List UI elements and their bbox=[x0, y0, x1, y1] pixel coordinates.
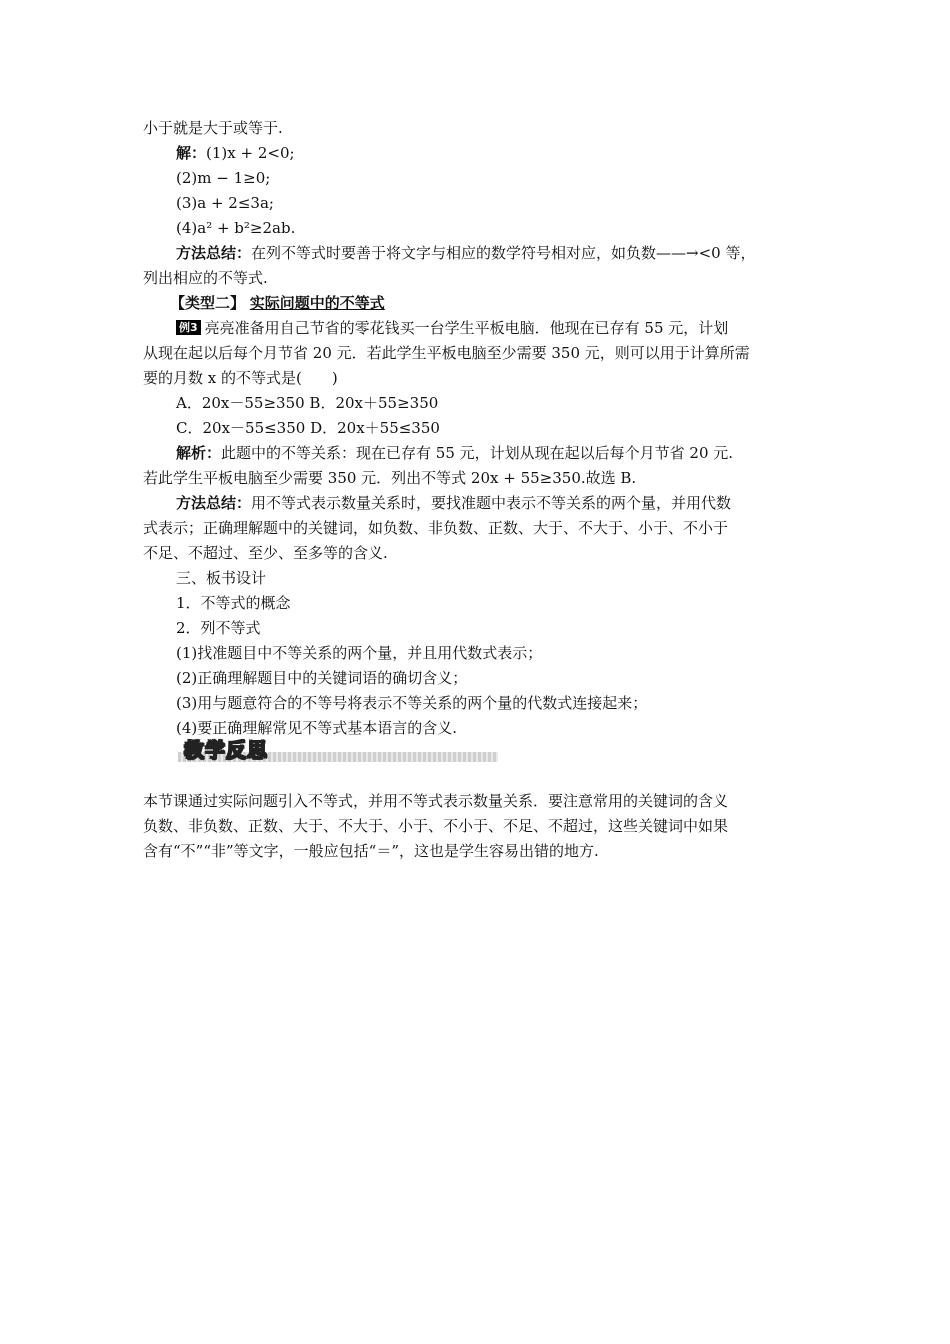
solution-line-4: (4)a² + b²≥2ab. bbox=[176, 219, 296, 237]
reflection-line: 含有“不”“非”等文字，一般应包括“＝”，这也是学生容易出错的地方. bbox=[143, 842, 599, 860]
text-line: 要的月数 x 的不等式是( ) bbox=[143, 369, 338, 387]
teaching-reflection-banner bbox=[178, 734, 498, 764]
type-title: 实际问题中的不等式 bbox=[249, 294, 385, 312]
board-sub-item-1: (1)找准题目中不等关系的两个量，并且用代数式表示； bbox=[176, 644, 543, 662]
analysis-label: 解析： bbox=[176, 444, 222, 462]
text-line: 若此学生平板电脑至少需要 350 元．列出不等式 20x + 55≥350.故选 B. bbox=[143, 469, 637, 487]
banner-title: 教学反思 bbox=[184, 738, 268, 762]
text-span: 在列不等式时要善于将文字与相应的数学符号相对应，如负数——→<0 等， bbox=[251, 244, 756, 262]
board-sub-item-4: (4)要正确理解常见不等式基本语言的含义. bbox=[176, 719, 458, 737]
example-badge: 例3 bbox=[176, 320, 201, 335]
text-line: 从现在起以后每个月节省 20 元．若此学生平板电脑至少需要 350 元，则可以用于计算所需 bbox=[143, 344, 750, 362]
text-line: 不足、不超过、至少、至多等的含义. bbox=[143, 544, 388, 562]
method-summary-line bbox=[176, 241, 755, 265]
board-design-heading: 三、板书设计 bbox=[176, 569, 267, 587]
method-summary-line-2 bbox=[176, 491, 731, 515]
solution-line-1 bbox=[176, 141, 295, 165]
board-item-1: 1．不等式的概念 bbox=[176, 594, 291, 612]
board-sub-item-2: (2)正确理解题目中的关键词语的确切含义； bbox=[176, 669, 468, 687]
text-span: 亮亮准备用自己节省的零花钱买一台学生平板电脑．他现在已存有 55 元，计划 bbox=[204, 319, 729, 337]
text-line: 列出相应的不等式. bbox=[143, 269, 268, 287]
solution-line-3: (3)a + 2≤3a; bbox=[176, 194, 274, 212]
example-line bbox=[176, 316, 728, 340]
reflection-line: 负数、非负数、正数、大于、不大于、小于、不小于、不足、不超过，这些关键词中如果 bbox=[143, 817, 729, 835]
solution-label: 解： bbox=[176, 144, 207, 162]
text-span: (1)x + 2<0; bbox=[206, 144, 295, 162]
option-line-ab: A．20x－55≥350 B．20x＋55≥350 bbox=[176, 394, 439, 412]
section-type2-heading bbox=[170, 291, 385, 315]
type-label: 【类型二】 bbox=[170, 294, 246, 312]
text-span: 用不等式表示数量关系时，要找准题中表示不等关系的两个量，并用代数 bbox=[251, 494, 732, 512]
method-label: 方法总结： bbox=[176, 244, 252, 262]
board-sub-item-3: (3)用与题意符合的不等号将表示不等关系的两个量的代数式连接起来； bbox=[176, 694, 648, 712]
solution-line-2: (2)m − 1≥0; bbox=[176, 169, 271, 187]
reflection-line: 本节课通过实际问题引入不等式，并用不等式表示数量关系．要注意常用的关键词的含义 bbox=[143, 792, 729, 810]
board-item-2: 2．列不等式 bbox=[176, 619, 261, 637]
method-label: 方法总结： bbox=[176, 494, 252, 512]
text-span: 此题中的不等关系：现在已存有 55 元，计划从现在起以后每个月节省 20 元. bbox=[221, 444, 734, 462]
text-line: 小于就是大于或等于. bbox=[143, 119, 283, 137]
option-line-cd: C．20x－55≤350 D．20x＋55≤350 bbox=[176, 419, 440, 437]
analysis-line bbox=[176, 441, 733, 465]
text-line: 式表示；正确理解题中的关键词，如负数、非负数、正数、大于、不大于、小于、不小于 bbox=[143, 519, 729, 537]
